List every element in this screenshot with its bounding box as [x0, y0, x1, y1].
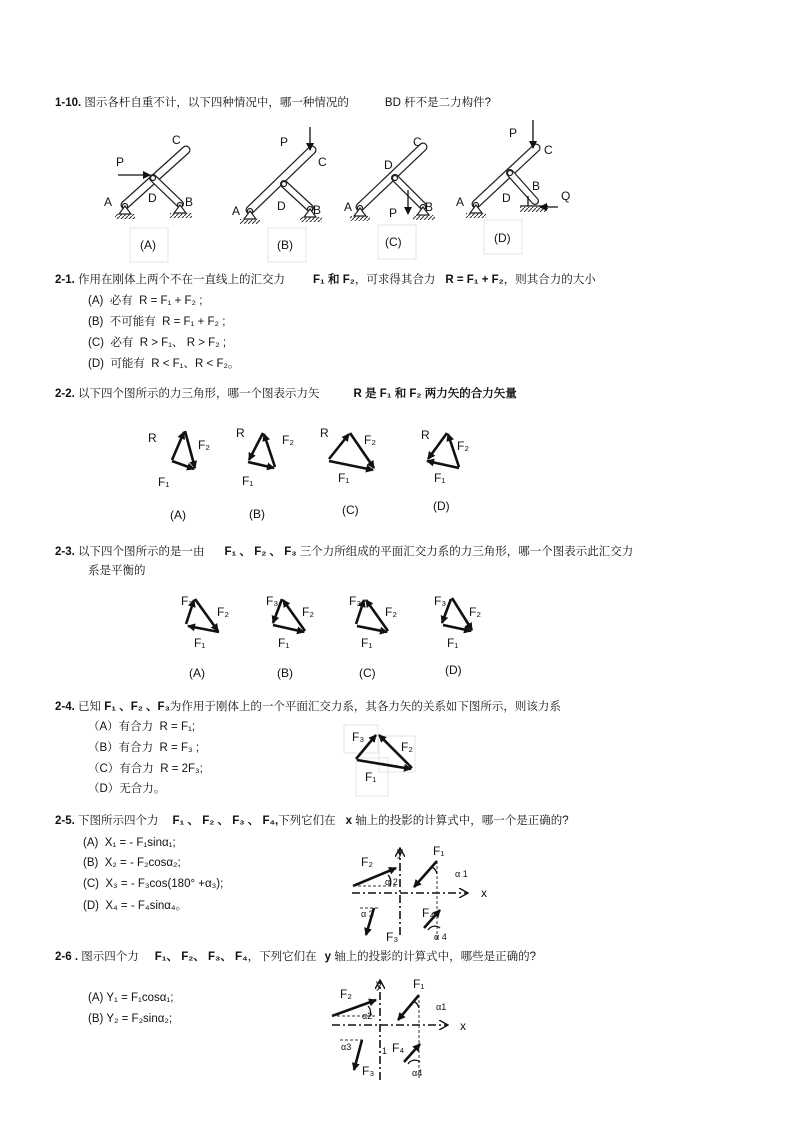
point-label-c: C: [413, 135, 422, 149]
figure-label-b: (B): [277, 666, 293, 680]
question-text-2: ，下列它们在: [247, 951, 317, 963]
vector-label-f3: F₃: [386, 930, 399, 944]
question-number: 2-1.: [55, 274, 75, 286]
stray-label-1: 1: [382, 1046, 388, 1056]
vector-label-f2: F₂: [302, 605, 314, 619]
vector-label-r: R: [320, 426, 329, 440]
point-label-d: D: [502, 191, 511, 205]
force-label-p: P: [116, 155, 125, 169]
question-text-2: 三个力所组成的平面汇交力系的力三角形，哪一个图表示此汇交力: [299, 546, 634, 558]
vector-label-f1: F₁: [433, 844, 445, 858]
figure-label-c: (C): [359, 666, 376, 680]
option-c[interactable]: (C) X₃ = - F₃cos(180° +α₃);: [83, 878, 224, 890]
vector-label-f2: F₂: [469, 605, 481, 619]
vector-label-f3: F₃: [434, 594, 447, 608]
axis-name: x: [345, 815, 353, 827]
angle-label-a2: α2: [362, 1011, 373, 1021]
question-text-2: R 是 F₁ 和 F₂ 两力矢的合力矢量: [353, 388, 517, 400]
vector-label-f2: F₂: [217, 605, 229, 619]
force-label-q: Q: [561, 189, 571, 203]
point-label-b: B: [313, 203, 322, 217]
option-d[interactable]: （D）无合力。: [88, 783, 166, 795]
figure-label-a: (A): [170, 508, 186, 522]
point-label-c: C: [544, 143, 553, 157]
question-number: 2-3.: [55, 546, 75, 558]
figure-2-2-d: [421, 428, 469, 513]
figure-label-c: (C): [385, 235, 402, 249]
point-label-b: B: [425, 200, 434, 214]
figure-2-2-b: [236, 426, 294, 521]
force-label-p: P: [280, 135, 289, 149]
figure-label-c: (C): [342, 503, 359, 517]
figure-2-6: [332, 977, 466, 1080]
force-label-p: P: [389, 206, 398, 220]
vector-label-f2: F₂: [198, 438, 210, 452]
vector-label-f3: F₃: [266, 594, 279, 608]
point-label-a: A: [232, 204, 241, 218]
vector-label-f3: F₃: [349, 594, 362, 608]
vector-label-f2: F₂: [457, 439, 469, 453]
vector-label-f2: F₂: [282, 433, 294, 447]
vector-label-f1: F₁: [338, 471, 350, 485]
vector-label-f4: F₄: [422, 906, 435, 920]
figure-label-d: (D): [494, 231, 511, 245]
vector-label-f1: F₁: [242, 474, 254, 488]
option-d[interactable]: (D) X₄ = - F₄sinα₄。: [83, 900, 188, 912]
option-a[interactable]: (A) 必有 R = F₁ + F₂ ;: [88, 295, 203, 307]
figure-2-3-c: [349, 594, 397, 680]
option-b[interactable]: (B) X₂ = - F₂cosα₂;: [83, 857, 181, 869]
vector-label-f2: F₂: [340, 987, 352, 1001]
figure-label-b: (B): [277, 238, 293, 252]
angle-label-a2: α 2: [385, 877, 398, 887]
option-b[interactable]: （B）有合力 R = F₃ ;: [88, 742, 200, 754]
point-label-a: A: [456, 195, 465, 209]
question-text: 以下四个图所示的力三角形，哪一个图表示力矢: [78, 388, 320, 400]
forces: F₁ 、F₂ 、F₃: [104, 701, 170, 713]
question-text: 图示各杆自重不计，以下四种情况中，哪一种情况的: [84, 97, 349, 109]
option-b[interactable]: (B) Y₂ = F₂sinα₂;: [88, 1013, 173, 1025]
figure-2-2-a: [148, 431, 210, 522]
figure-1-10-a: [104, 133, 193, 262]
option-a[interactable]: (A) X₁ = - F₁sinα₁;: [83, 837, 176, 849]
question-number: 2-6 .: [55, 951, 79, 963]
question-text: 已知: [78, 701, 102, 713]
angle-label-a1: α1: [436, 1002, 447, 1012]
question-text-2: 为作用于刚体上的一个平面汇交力系，其各力矢的关系如下图所示，则该力系: [169, 701, 561, 713]
question-number: 2-4.: [55, 701, 75, 713]
figure-2-3-a: [181, 594, 229, 680]
vector-label-f1: F₁: [447, 636, 459, 650]
figure-2-4: [344, 725, 415, 796]
figure-2-2-c: [320, 426, 376, 517]
option-c[interactable]: (C) 必有 R > F₁、 R > F₂ ;: [88, 337, 227, 349]
axis-label-x: x: [481, 886, 487, 900]
point-label-a: A: [344, 200, 353, 214]
question-text-2: BD 杆不是二力构件?: [384, 97, 491, 109]
point-label-c: C: [172, 133, 181, 147]
figure-2-3-d: [434, 594, 481, 677]
point-label-d: D: [148, 191, 157, 205]
question-text: 以下四个图所示的是一由: [78, 546, 205, 558]
vector-label-f1: F₁: [413, 977, 425, 991]
point-label-c: C: [318, 155, 327, 169]
figure-label-d: (D): [433, 499, 450, 513]
figure-label-a: (A): [189, 666, 205, 680]
figure-label-d: (D): [445, 663, 462, 677]
question-text-3: ，则其合力的大小: [503, 274, 596, 286]
axis-name: y: [324, 951, 331, 963]
option-b[interactable]: (B) 不可能有 R = F₁ + F₂ ;: [88, 316, 226, 328]
vector-label-r: R: [148, 431, 157, 445]
figure-label-a: (A): [140, 238, 156, 252]
figure-1-10-b: [232, 127, 327, 262]
vector-label-f1: F₁: [158, 475, 170, 489]
point-label-d: D: [277, 199, 286, 213]
question-number: 1-10.: [55, 97, 82, 109]
vector-label-f2: F₂: [401, 740, 413, 754]
point-label-a: A: [104, 195, 113, 209]
figure-1-10-d: [456, 120, 570, 254]
question-number: 2-5.: [55, 815, 75, 827]
figure-label-b: (B): [249, 507, 265, 521]
vector-label-r: R: [421, 428, 430, 442]
force-label-p: P: [509, 126, 518, 140]
vector-label-f2: F₂: [364, 433, 376, 447]
option-c[interactable]: （C）有合力 R = 2F₃;: [88, 763, 203, 775]
point-label-b: B: [532, 179, 541, 193]
figure-2-3-b: [266, 594, 314, 680]
axis-label-y: y: [397, 845, 403, 859]
angle-label-a3: α3: [341, 1042, 352, 1052]
figure-1-10-c: [344, 135, 435, 259]
vector-label-f4: F₄: [392, 1041, 405, 1055]
q2-3-stem-cont: 系是平衡的: [88, 565, 146, 577]
vector-label-f1: F₁: [434, 471, 446, 485]
vector-label-f1: F₁: [361, 636, 373, 650]
question-number: 2-2.: [55, 388, 75, 400]
vector-label-f3: F₃: [362, 1064, 375, 1078]
option-a[interactable]: （A）有合力 R = F₁;: [88, 721, 196, 733]
vector-label-f2: F₂: [361, 855, 373, 869]
question-text-2: 下列它们在: [278, 815, 336, 827]
forces: F₁ 和 F₂: [313, 274, 355, 286]
option-a[interactable]: (A) Y₁ = F₁cosα₁;: [88, 992, 174, 1004]
question-text-3: 轴上的投影的计算式中，哪一个是正确的?: [355, 815, 569, 827]
question-text-3: 轴上的投影的计算式中，哪些是正确的?: [334, 951, 537, 963]
forces: F₁、 F₂、 F₃、 F₄: [154, 951, 248, 963]
forces: F₁ 、 F₂ 、 F₃: [224, 546, 297, 558]
axis-label-y: y: [376, 977, 382, 991]
option-d[interactable]: (D) 可能有 R < F₁、R < F₂。: [88, 358, 240, 370]
point-label-b: B: [185, 195, 194, 209]
vector-label-f3: F₃: [181, 594, 194, 608]
question-text: 下图所示四个力: [78, 815, 159, 827]
figure-2-5: [352, 844, 487, 944]
vector-label-f1: F₁: [365, 770, 377, 784]
question-text: 作用在刚体上两个不在一直线上的汇交力: [78, 274, 286, 286]
angle-label-a3: α 3: [361, 909, 374, 919]
vector-label-f2: F₂: [385, 605, 397, 619]
vector-label-f3: F₃: [352, 730, 365, 744]
vector-label-f1: F₁: [278, 636, 290, 650]
forces: F₁ 、 F₂ 、 F₃ 、 F₄,: [172, 815, 279, 827]
angle-label-a1: α 1: [455, 869, 468, 879]
angle-label-a4: α 4: [434, 932, 447, 942]
question-text: 图示四个力: [81, 951, 139, 963]
point-label-d: D: [384, 158, 393, 172]
axis-label-x: x: [460, 1019, 466, 1033]
formula: R = F₁ + F₂: [445, 274, 504, 286]
angle-label-a4: α4: [412, 1068, 423, 1078]
vector-label-r: R: [236, 426, 245, 440]
vector-label-f1: F₁: [194, 636, 206, 650]
question-text-2: ，可求得其合力: [354, 274, 436, 286]
